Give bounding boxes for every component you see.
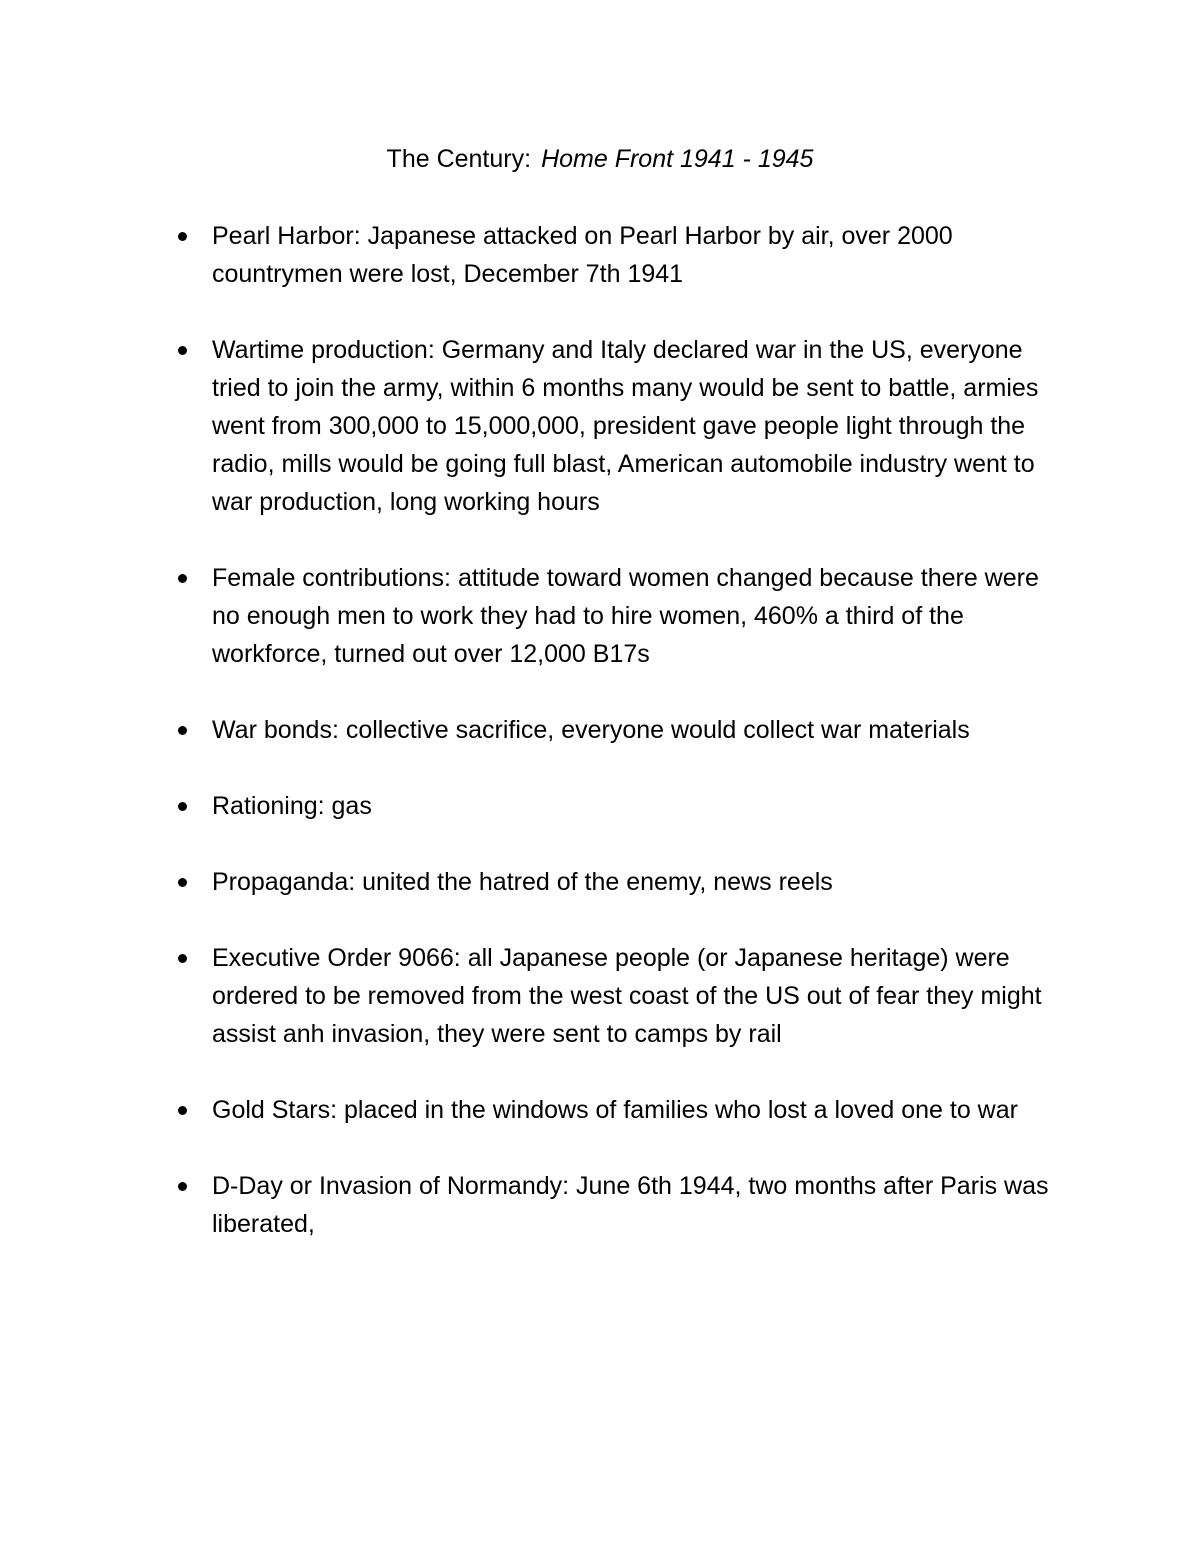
list-item <box>0 787 1072 825</box>
bullet-dot-icon <box>178 802 187 811</box>
list-item <box>0 559 1072 673</box>
list-item <box>0 1167 1072 1243</box>
notes-bullet-list <box>0 217 1200 1281</box>
bullet-dot-icon <box>178 954 187 963</box>
list-item <box>0 217 1072 293</box>
list-item <box>0 939 1072 1053</box>
bullet-dot-icon <box>178 1182 187 1191</box>
page-title <box>0 140 1200 178</box>
list-item <box>0 331 1072 521</box>
bullet-dot-icon <box>178 726 187 735</box>
title-prefix: The Century: <box>386 145 532 173</box>
list-item-text: Rationing: gas <box>212 792 372 820</box>
bullet-dot-icon <box>178 346 187 355</box>
list-item-text: D-Day or Invasion of Normandy: June 6th 1944, two months after Paris was liberated, <box>212 1172 1049 1238</box>
list-item-text: Executive Order 9066: all Japanese people (or Japanese heritage) were ordered to be removed from the west coast of the US out of fear they might assist anh invasion, they were sent to camps by rail <box>212 944 1042 1048</box>
bullet-dot-icon <box>178 878 187 887</box>
title-italic-part: Home Front 1941 - 1945 <box>541 145 814 173</box>
bullet-dot-icon <box>178 232 187 241</box>
list-item <box>0 711 1072 749</box>
list-item-text: Gold Stars: placed in the windows of families who lost a loved one to war <box>212 1096 1018 1124</box>
list-item-text: Female contributions: attitude toward women changed because there were no enough men to work they had to hire women, 460% a third of the workforce, turned out over 12,000 B17s <box>212 564 1039 668</box>
list-item-text: Propaganda: united the hatred of the enemy, news reels <box>212 868 833 896</box>
list-item-text: War bonds: collective sacrifice, everyone would collect war materials <box>212 716 970 744</box>
list-item-text: Pearl Harbor: Japanese attacked on Pearl Harbor by air, over 2000 countrymen were lost, December 7th 1941 <box>212 222 953 288</box>
bullet-dot-icon <box>178 574 187 583</box>
list-item-text: Wartime production: Germany and Italy declared war in the US, everyone tried to join the army, within 6 months many would be sent to battle, armies went from 300,000 to 15,000,000, president gave people light through the radio, mills would be going full blast, American automobile industry went to war production, long working hours <box>212 336 1039 516</box>
list-item <box>0 1091 1072 1129</box>
list-item <box>0 863 1072 901</box>
bullet-dot-icon <box>178 1106 187 1115</box>
